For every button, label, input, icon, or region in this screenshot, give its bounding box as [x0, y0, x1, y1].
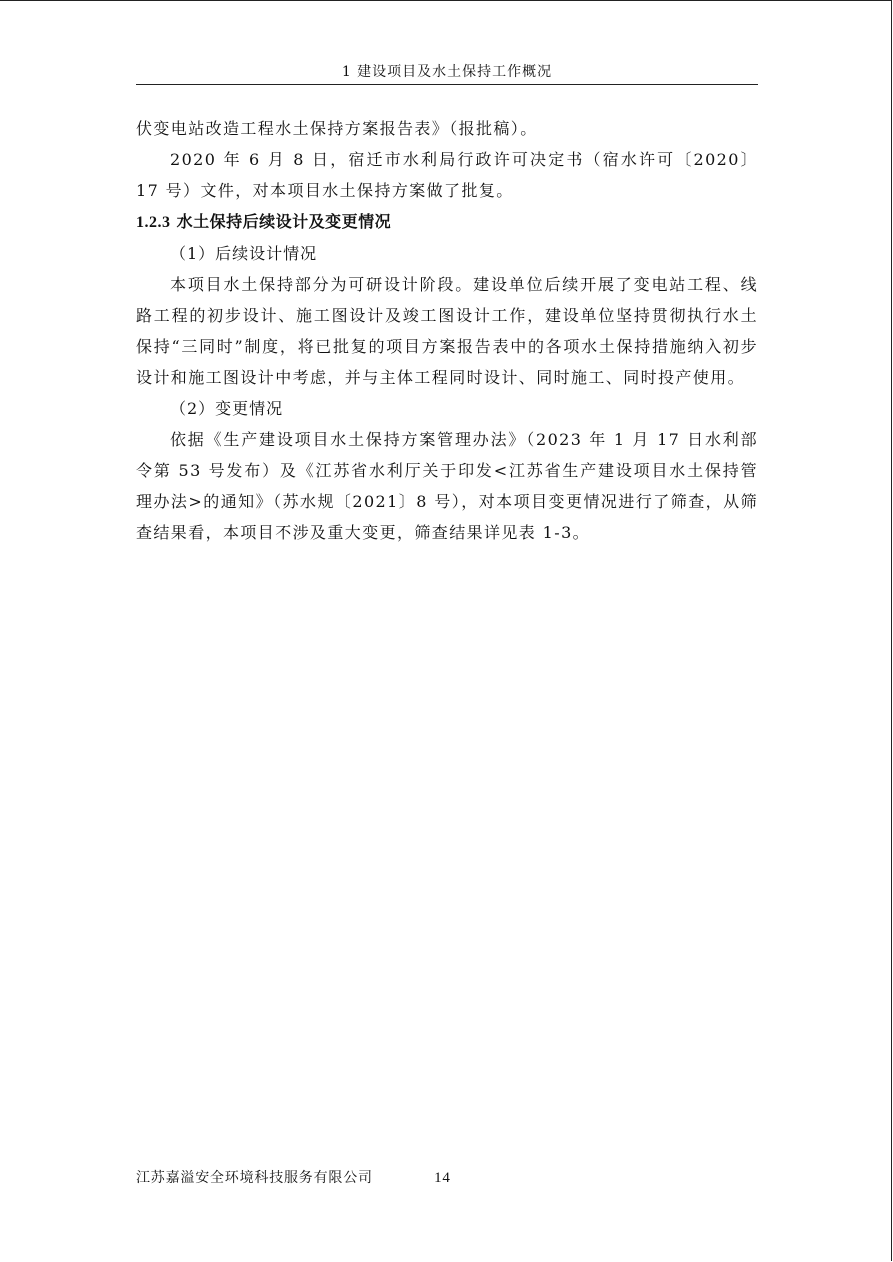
- header-rule: [136, 84, 758, 85]
- paragraph-approval: 2020 年 6 月 8 日，宿迁市水利局行政许可决定书（宿水许可〔2020〕17 号）文件，对本项目水土保持方案做了批复。: [136, 150, 758, 200]
- subheading-change: （2）变更情况: [170, 399, 284, 418]
- section-title: 水土保持后续设计及变更情况: [176, 212, 392, 231]
- section-number: 1.2.3: [136, 214, 171, 231]
- footer-company: 江苏嘉溢安全环境科技服务有限公司: [136, 1170, 373, 1186]
- paragraph-change: 依据《生产建设项目水土保持方案管理办法》（2023 年 1 月 17 日水利部令第 53 号发布）及《江苏省水利厅关于印发<江苏省生产建设项目水土保持管理办法>的通知》（苏水规〔2021〕8 号），对本项目变更情况进行了筛查，从筛查结果看，本项目不涉及重大变更，筛查结果详见表 1-3。: [136, 430, 758, 542]
- paragraph-continuation: 伏变电站改造工程水土保持方案报告表》（报批稿）。: [136, 119, 538, 138]
- running-header: 1 建设项目及水土保持工作概况: [341, 64, 553, 80]
- paragraph-design: 本项目水土保持部分为可研设计阶段。建设单位后续开展了变电站工程、线路工程的初步设计、施工图设计及竣工图设计工作，建设单位坚持贯彻执行水土保持“三同时”制度，将已批复的项目方案报告表中的各项水土保持措施纳入初步设计和施工图设计中考虑，并与主体工程同时设计、同时施工、同时投产使用。: [136, 275, 758, 387]
- page-number: 14: [434, 1170, 451, 1186]
- section-heading: [136, 206, 758, 238]
- subheading-design: （1）后续设计情况: [170, 244, 318, 263]
- document-body: [136, 113, 758, 548]
- page-footer: [136, 1168, 451, 1188]
